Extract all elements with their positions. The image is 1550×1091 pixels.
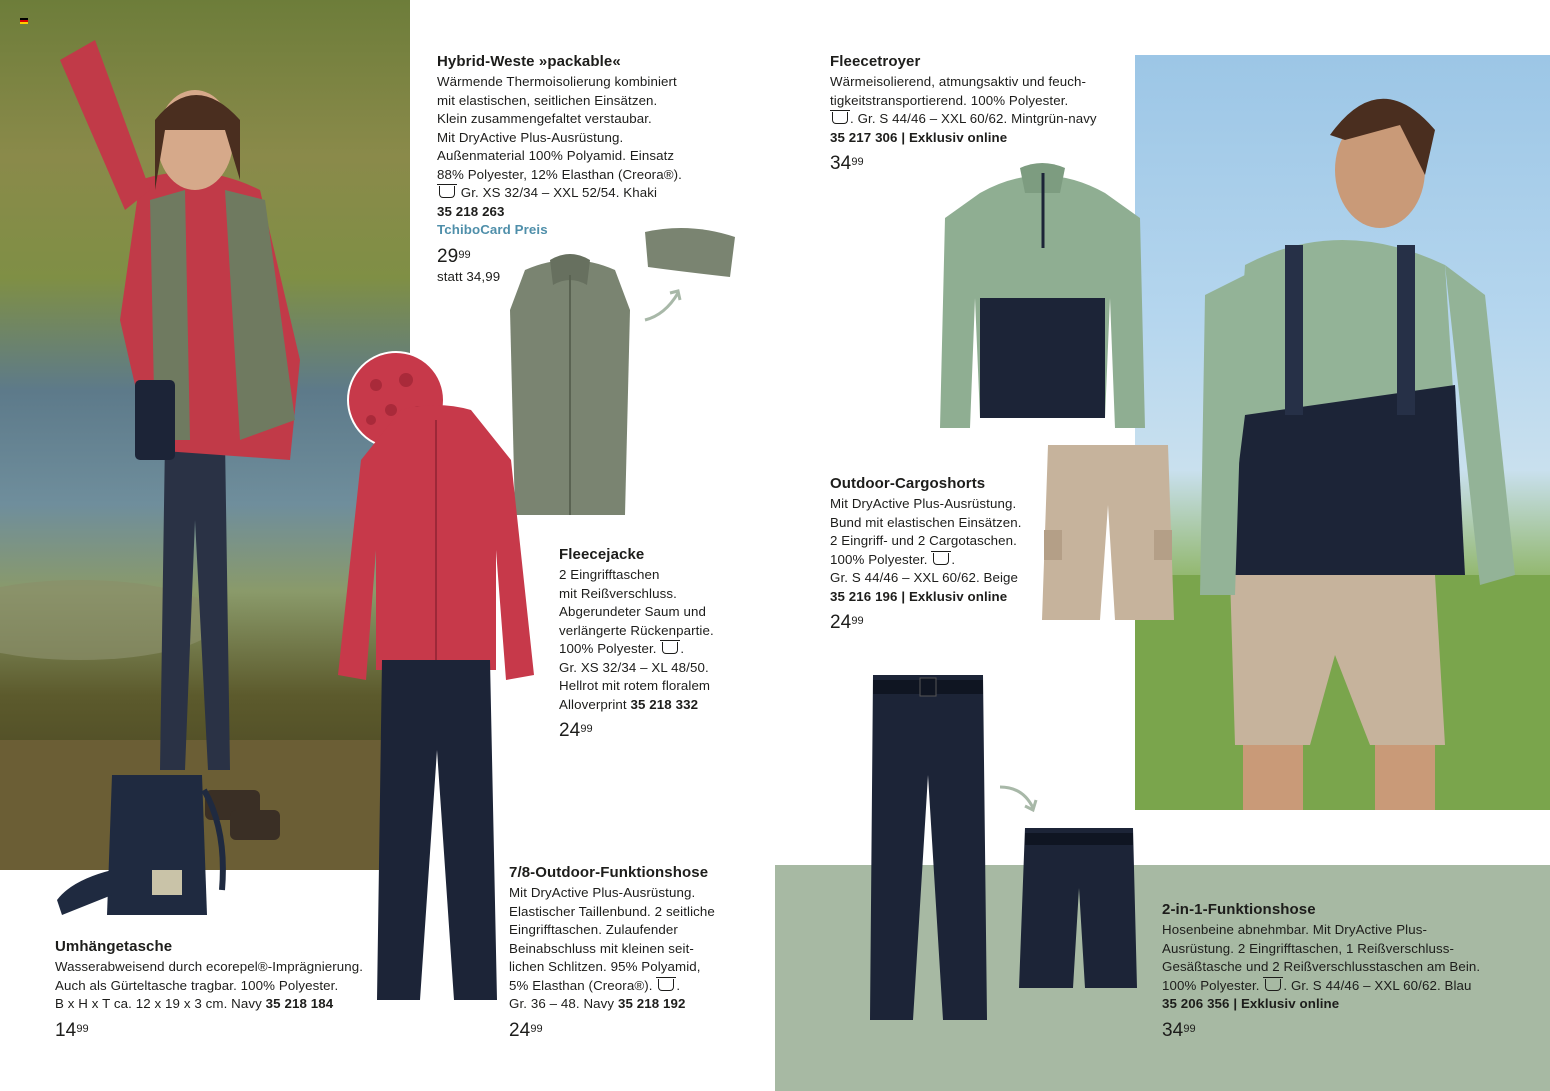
product-title: 2-in-1-Funktionshose	[1162, 901, 1316, 918]
product-desc-line: Abgerundeter Saum und	[559, 604, 706, 619]
product-desc-line: 5% Elasthan (Creora®). .	[509, 977, 681, 993]
price-cents: 99	[1183, 1022, 1196, 1035]
price	[55, 1020, 363, 1042]
price	[830, 153, 1097, 175]
fleecetroyer-product-image	[940, 158, 1145, 430]
price-cents: 99	[580, 723, 593, 735]
product-title: Fleecejacke	[559, 546, 645, 563]
article-number: 35 217 306 | Exklusiv online	[830, 129, 1008, 145]
price	[830, 612, 1022, 634]
wash-icon	[832, 112, 848, 124]
product-desc-line: Klein zusammengefaltet verstaubar.	[437, 111, 652, 126]
product-desc-line: Auch als Gürteltasche tragbar. 100% Polyester.	[55, 977, 339, 993]
wash-icon	[439, 186, 455, 198]
product-cargoshorts	[830, 474, 1022, 634]
product-title: Outdoor-Cargoshorts	[830, 475, 986, 492]
flag-icon	[20, 18, 28, 24]
product-size: Gr. XS 32/34 – XXL 52/54. Khaki	[460, 185, 658, 200]
product-desc-line: Mit DryActive Plus-Ausrüstung.	[437, 129, 624, 145]
umhaengetasche-product-image	[52, 770, 232, 920]
product-title: Hybrid-Weste »packable«	[437, 53, 621, 70]
price-main: 34	[1162, 1019, 1184, 1041]
zweiin1-shorts-product-image	[1017, 828, 1139, 990]
product-desc-line: tigkeitstransportierend. 100% Polyester.	[830, 92, 1069, 108]
article-number: 35 218 192	[617, 996, 686, 1011]
product-size-line: 100% Polyester. . Gr. S 44/46 – XXL 60/62. Blau	[1162, 977, 1472, 993]
product-size-line: . Gr. S 44/46 – XXL 60/62. Mintgrün-navy	[830, 110, 1097, 129]
price-main: 29	[437, 245, 459, 267]
product-size: B x H x T ca. 12 x 19 x 3 cm. Navy	[55, 996, 262, 1011]
product-desc-line: Mit DryActive Plus-Ausrüstung.	[509, 885, 696, 900]
product-desc-line: Elastischer Taillenbund. 2 seitliche	[509, 903, 715, 919]
product-title: Fleecetroyer	[830, 53, 921, 70]
product-fleecetroyer	[830, 52, 1097, 175]
product-size: Gr. XS 32/34 – XL 48/50.	[559, 659, 709, 675]
product-size: Gr. 36 – 48. Navy	[509, 996, 615, 1011]
product-desc-line: 100% Polyester. .	[559, 641, 685, 656]
product-article-line	[509, 995, 715, 1014]
product-desc-text: 5% Elasthan (Creora®).	[509, 977, 653, 993]
product-size: Gr. S 44/46 – XXL 60/62. Mintgrün-navy	[857, 111, 1097, 126]
product-desc-line: Eingrifftaschen. Zulaufender	[509, 922, 678, 937]
article-number: 35 218 332	[630, 696, 699, 712]
price	[559, 720, 714, 742]
product-desc-line: 88% Polyester, 12% Elasthan (Creora®).	[437, 166, 682, 182]
arrow-icon	[998, 782, 1040, 814]
arrow-icon	[640, 285, 685, 325]
price-cents: 99	[76, 1022, 89, 1035]
product-fleecejacke	[559, 545, 714, 742]
product-size-line	[437, 184, 682, 203]
old-price: statt 34,99	[437, 268, 501, 284]
product-article-line	[55, 995, 363, 1014]
cargoshorts-product-image	[1040, 445, 1175, 620]
product-color: Alloverprint	[559, 696, 627, 712]
article-number: 35 206 356 | Exklusiv online	[1162, 996, 1340, 1011]
product-desc-line: Bund mit elastischen Einsätzen.	[830, 514, 1022, 530]
product-umhaengetasche	[55, 937, 363, 1042]
product-article-line	[559, 696, 714, 715]
article-number: 35 218 263	[437, 203, 505, 219]
wash-icon	[658, 979, 674, 991]
funktionshose-product-image	[372, 660, 500, 1005]
price	[509, 1020, 715, 1042]
product-title: 7/8-Outdoor-Funktionshose	[509, 864, 709, 881]
product-desc-line: 2 Eingrifftaschen	[559, 567, 660, 582]
product-desc-line: 100% Polyester. .	[830, 551, 956, 567]
price	[1162, 1020, 1480, 1042]
product-desc-text: 100% Polyester.	[559, 641, 657, 656]
product-desc-line: Wärmende Thermoisolierung kombiniert	[437, 74, 677, 89]
product-desc-line: Beinabschluss mit kleinen seit-	[509, 940, 694, 956]
price-main: 24	[509, 1019, 531, 1041]
zweiin1-pants-product-image	[865, 675, 990, 1025]
product-desc-line: lichen Schlitzen. 95% Polyamid,	[509, 959, 701, 974]
product-size: Gr. S 44/46 – XXL 60/62. Beige	[830, 570, 1019, 585]
article-number: 35 216 196 | Exklusiv online	[830, 588, 1008, 604]
product-title: Umhängetasche	[55, 938, 173, 955]
fleecejacke-product-image	[336, 400, 536, 685]
photo-man-hiking	[1135, 55, 1550, 810]
price-main: 24	[559, 720, 581, 741]
price-cents: 99	[530, 1022, 543, 1035]
product-funktionshose	[509, 863, 715, 1042]
price-main: 24	[830, 612, 852, 633]
product-desc-text: 100% Polyester.	[1162, 977, 1260, 993]
article-number: 35 218 184	[265, 996, 334, 1011]
product-desc-line: verlängerte Rückenpartie.	[559, 622, 714, 638]
product-desc-line: mit elastischen, seitlichen Einsätzen.	[437, 92, 658, 108]
product-desc-line: Wärmeisolierend, atmungsaktiv und feuch-	[830, 74, 1087, 89]
product-desc-line: mit Reißverschluss.	[559, 585, 677, 601]
product-color: Hellrot mit rotem floralem	[559, 678, 711, 693]
product-desc-text: 100% Polyester.	[830, 551, 928, 567]
product-zweiin1-funktionshose	[1162, 900, 1480, 1042]
product-desc-line: 2 Eingriff- und 2 Cargotaschen.	[830, 533, 1017, 548]
wash-icon	[1265, 979, 1281, 991]
price-main: 14	[55, 1019, 77, 1041]
price-main: 34	[830, 153, 852, 174]
price-cents: 99	[851, 156, 864, 168]
product-size: Gr. S 44/46 – XXL 60/62. Blau	[1290, 977, 1472, 993]
price-cents: 99	[458, 248, 471, 261]
product-desc-line: Hosenbeine abnehmbar. Mit DryActive Plus-	[1162, 922, 1427, 937]
wash-icon	[933, 553, 949, 565]
wash-icon	[662, 642, 678, 654]
product-vest	[437, 52, 682, 286]
product-desc-line: Gesäßtasche und 2 Reißverschlusstaschen am Bein.	[1162, 959, 1481, 974]
price-cents: 99	[851, 615, 864, 627]
product-desc-line: Wasserabweisend durch ecorepel®-Imprägnierung.	[55, 959, 364, 974]
price	[437, 246, 682, 268]
product-desc-line: Außenmaterial 100% Polyamid. Einsatz	[437, 148, 675, 163]
product-desc-line: Ausrüstung. 2 Eingrifftaschen, 1 Reißverschluss-	[1162, 940, 1455, 956]
product-desc-line: Mit DryActive Plus-Ausrüstung.	[830, 496, 1017, 511]
man-photo-illustration	[1135, 55, 1550, 810]
tchibocard-label: TchiboCard Preis	[437, 222, 548, 237]
